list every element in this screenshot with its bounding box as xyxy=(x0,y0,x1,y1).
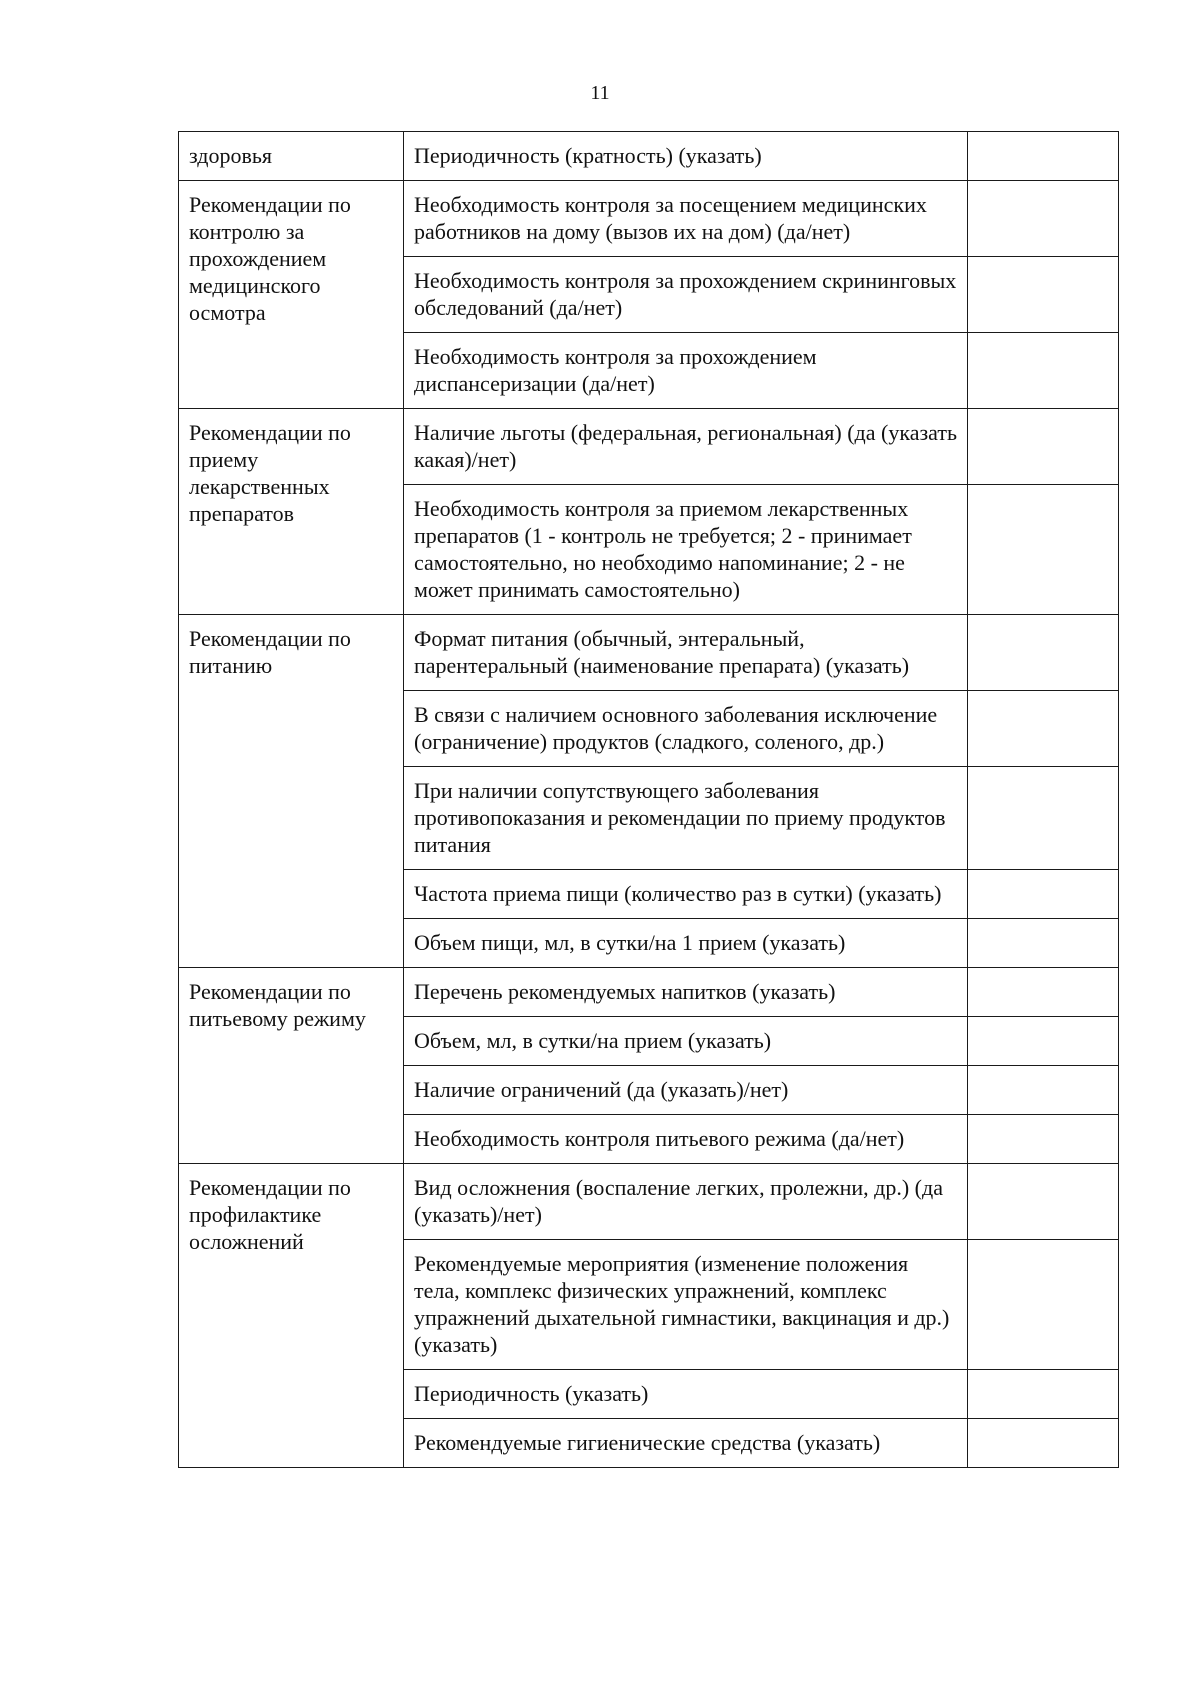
parameter-cell: Необходимость контроля за приемом лекарственных препаратов (1 - контроль не требуется; 2 - принимает самостоятельно, но необходимо напоминание; 2 - не может принимать самостоятельно) xyxy=(404,485,968,615)
table-row xyxy=(179,968,1119,1017)
parameter-cell: Объем, мл, в сутки/на прием (указать) xyxy=(404,1017,968,1066)
parameter-cell: Рекомендуемые гигиенические средства (указать) xyxy=(404,1419,968,1468)
table-row xyxy=(179,132,1119,181)
value-cell[interactable] xyxy=(968,257,1119,333)
parameter-cell: Необходимость контроля за посещением медицинских работников на дому (вызов их на дом) (да/нет) xyxy=(404,181,968,257)
parameter-cell: Необходимость контроля за прохождением скрининговых обследований (да/нет) xyxy=(404,257,968,333)
value-cell[interactable] xyxy=(968,1066,1119,1115)
table-row xyxy=(179,615,1119,691)
value-cell[interactable] xyxy=(968,485,1119,615)
value-cell[interactable] xyxy=(968,919,1119,968)
parameter-cell: Объем пищи, мл, в сутки/на 1 прием (указать) xyxy=(404,919,968,968)
table-row xyxy=(179,409,1119,485)
parameter-cell: Формат питания (обычный, энтеральный, парентеральный (наименование препарата) (указать) xyxy=(404,615,968,691)
parameter-cell: Вид осложнения (воспаление легких, пролежни, др.) (да (указать)/нет) xyxy=(404,1164,968,1240)
value-cell[interactable] xyxy=(968,767,1119,870)
value-cell[interactable] xyxy=(968,333,1119,409)
parameter-cell: Наличие льготы (федеральная, региональная) (да (указать какая)/нет) xyxy=(404,409,968,485)
parameter-cell: Перечень рекомендуемых напитков (указать) xyxy=(404,968,968,1017)
value-cell[interactable] xyxy=(968,409,1119,485)
parameter-cell: Периодичность (указать) xyxy=(404,1370,968,1419)
value-cell[interactable] xyxy=(968,1115,1119,1164)
recommendations-table xyxy=(178,131,1119,1468)
value-cell[interactable] xyxy=(968,1164,1119,1240)
value-cell[interactable] xyxy=(968,1370,1119,1419)
category-cell: Рекомендации по питьевому режиму xyxy=(179,968,404,1164)
value-cell[interactable] xyxy=(968,1419,1119,1468)
value-cell[interactable] xyxy=(968,691,1119,767)
table-body xyxy=(179,132,1119,1468)
value-cell[interactable] xyxy=(968,181,1119,257)
category-cell: здоровья xyxy=(179,132,404,181)
page-number: 11 xyxy=(590,82,610,104)
parameter-cell: Необходимость контроля за прохождением диспансеризации (да/нет) xyxy=(404,333,968,409)
table-row xyxy=(179,181,1119,257)
category-cell: Рекомендации по приему лекарственных препаратов xyxy=(179,409,404,615)
parameter-cell: Наличие ограничений (да (указать)/нет) xyxy=(404,1066,968,1115)
value-cell[interactable] xyxy=(968,1240,1119,1370)
value-cell[interactable] xyxy=(968,615,1119,691)
value-cell[interactable] xyxy=(968,132,1119,181)
parameter-cell: Частота приема пищи (количество раз в сутки) (указать) xyxy=(404,870,968,919)
table-row xyxy=(179,1164,1119,1240)
value-cell[interactable] xyxy=(968,1017,1119,1066)
parameter-cell: В связи с наличием основного заболевания исключение (ограничение) продуктов (сладкого, соленого, др.) xyxy=(404,691,968,767)
value-cell[interactable] xyxy=(968,870,1119,919)
parameter-cell: Необходимость контроля питьевого режима (да/нет) xyxy=(404,1115,968,1164)
category-cell: Рекомендации по профилактике осложнений xyxy=(179,1164,404,1468)
parameter-cell: При наличии сопутствующего заболевания противопоказания и рекомендации по приему продуктов питания xyxy=(404,767,968,870)
parameter-cell: Рекомендуемые мероприятия (изменение положения тела, комплекс физических упражнений, комплекс упражнений дыхательной гимнастики, вакцинация и др.) (указать) xyxy=(404,1240,968,1370)
value-cell[interactable] xyxy=(968,968,1119,1017)
parameter-cell: Периодичность (кратность) (указать) xyxy=(404,132,968,181)
category-cell: Рекомендации по контролю за прохождением медицинского осмотра xyxy=(179,181,404,409)
category-cell: Рекомендации по питанию xyxy=(179,615,404,968)
